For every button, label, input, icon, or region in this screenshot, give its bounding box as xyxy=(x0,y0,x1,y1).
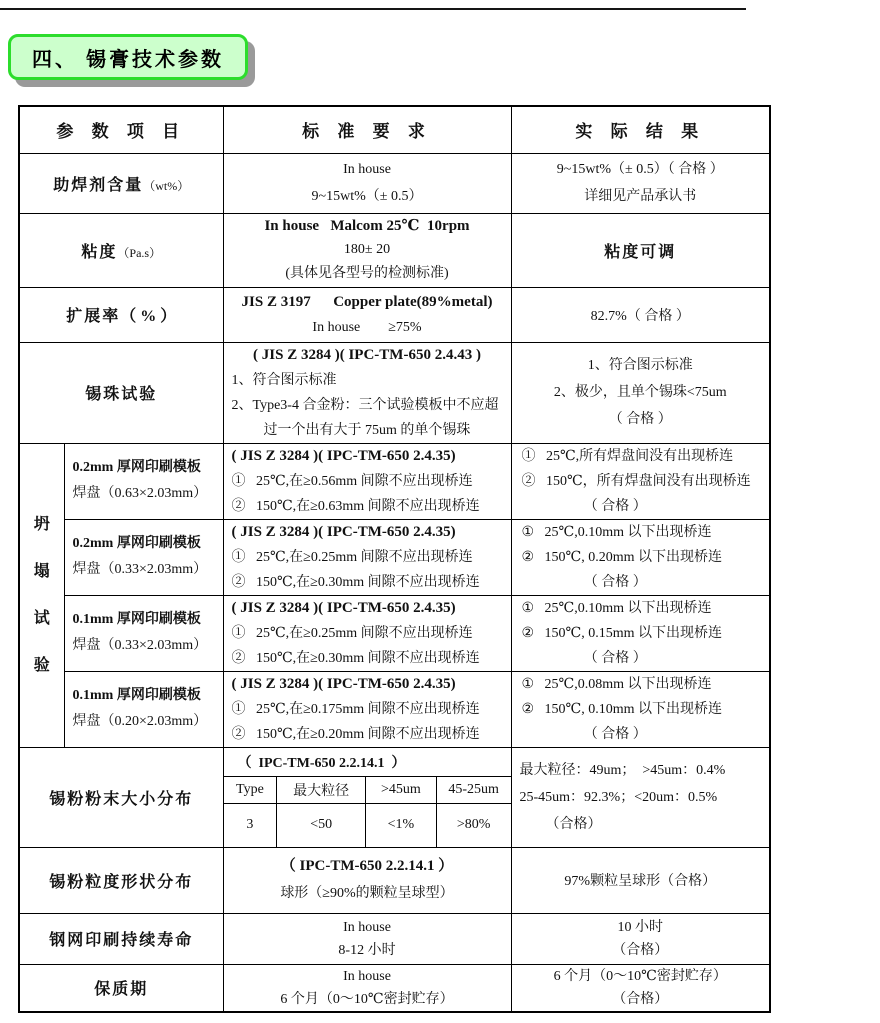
text-line: （ 合格 ） xyxy=(583,574,647,590)
particle-value: <50 xyxy=(277,804,366,847)
row-spread xyxy=(19,287,770,342)
particle-col-header: 45-25um xyxy=(437,777,511,804)
text-line: ( JIS Z 3284 )( IPC-TM-650 2.4.35) xyxy=(231,675,456,692)
shelf-life-standard-cell xyxy=(223,964,511,1012)
text-line: ① 25℃,0.08mm 以下出现桥连 xyxy=(521,676,712,692)
row-slump-4 xyxy=(19,671,770,747)
flux-label: 助焊剂含量 xyxy=(53,176,144,194)
text-line: （ 合格 ） xyxy=(583,498,647,514)
shelf-life-label: 保质期 xyxy=(94,981,149,999)
particle-size-standard-title: （ IPC-TM-650 2.2.14.1 ） xyxy=(224,748,511,777)
slump-4-standard-cell xyxy=(223,671,511,747)
text-line: 9~15wt%（± 0.5）（ 合格 ） xyxy=(556,162,724,177)
text-line: ① 25℃,在≥0.56mm 间隙不应出现桥连 xyxy=(231,473,473,489)
text-line: 详细见产品承认书 xyxy=(584,189,697,204)
text-line: 焊盘（0.20×2.03mm） xyxy=(72,714,208,729)
viscosity-standard-cell xyxy=(223,213,511,287)
row-flux xyxy=(19,153,770,213)
text-line: ① 25℃,在≥0.175mm 间隙不应出现桥连 xyxy=(231,701,480,717)
shelf-life-label-cell xyxy=(19,964,223,1012)
text-line: 最大粒径：49um； >45um：0.4% xyxy=(519,762,726,778)
col-header-param: 参 数 项 目 xyxy=(19,106,223,153)
text-line: （ 合格 ） xyxy=(608,412,672,427)
particle-value: 3 xyxy=(224,804,278,847)
text-line: 0.2mm 厚网印刷模板 xyxy=(72,460,201,475)
spread-standard-cell xyxy=(223,287,511,342)
text-line: 6 个月（0～10℃密封贮存） xyxy=(280,991,454,1007)
text-line: （合格） xyxy=(612,942,669,958)
text-line: ( JIS Z 3284 )( IPC-TM-650 2.4.43 ) xyxy=(253,346,481,363)
slump-2-result-cell xyxy=(511,519,770,595)
text-line: In house ≥75% xyxy=(312,319,422,335)
header-row xyxy=(19,106,770,153)
text-line: 180± 20 xyxy=(343,242,391,257)
viscosity-label-cell xyxy=(19,213,223,287)
text-line: ① 25℃,在≥0.25mm 间隙不应出现桥连 xyxy=(231,549,473,565)
text-line: 0.2mm 厚网印刷模板 xyxy=(72,536,201,551)
text-line: 2、极少，且单个锡珠<75um xyxy=(553,385,727,400)
powder-shape-result-cell xyxy=(511,847,770,913)
spec-table-wrapper xyxy=(18,105,771,1013)
powder-shape-standard-cell xyxy=(223,847,511,913)
slump-1-label-cell xyxy=(64,443,223,519)
slump-4-label-cell xyxy=(64,671,223,747)
powder-shape-label: 锡粉粒度形状分布 xyxy=(49,873,194,891)
solder-ball-label-cell xyxy=(19,342,223,443)
particle-value: <1% xyxy=(366,804,437,847)
text-line: 97%颗粒呈球形（合格） xyxy=(564,874,717,889)
text-line: ② 150℃, 0.20mm 以下出现桥连 xyxy=(521,549,722,565)
text-line: 1、符合图示标准 xyxy=(587,358,693,373)
text-line: (具体见各型号的检测标准) xyxy=(285,266,449,281)
spread-label: 扩展率 xyxy=(66,308,121,325)
text-line: ① 25℃,0.10mm 以下出现桥连 xyxy=(521,524,712,540)
viscosity-label: 粘度 xyxy=(81,243,118,261)
powder-size-label-cell xyxy=(19,747,223,847)
spread-result-cell xyxy=(511,287,770,342)
particle-col-header: 最大粒径 xyxy=(277,777,366,804)
text-line: ② 150℃, 0.10mm 以下出现桥连 xyxy=(521,701,722,717)
text-line: ② 150℃,在≥0.63mm 间隙不应出现桥连 xyxy=(231,498,480,514)
row-powder-size xyxy=(19,747,770,847)
text-line: 82.7%（ 合格 ） xyxy=(590,308,690,324)
powder-size-result-cell xyxy=(511,747,770,847)
text-line: 焊盘（0.33×2.03mm） xyxy=(72,638,208,653)
text-line: ① 25℃,所有焊盘间没有出现桥连 xyxy=(521,448,734,464)
text-line: （ 合格 ） xyxy=(583,650,647,666)
text-line: ② 150℃,在≥0.20mm 间隙不应出现桥连 xyxy=(231,726,480,742)
spread-unit: （ % ） xyxy=(120,308,177,325)
text-line: 0.1mm 厚网印刷模板 xyxy=(72,612,201,627)
particle-value: >80% xyxy=(456,817,491,832)
particle-size-table xyxy=(224,748,511,847)
text-line: 0.1mm 厚网印刷模板 xyxy=(72,688,201,703)
text-line: ( JIS Z 3284 )( IPC-TM-650 2.4.35) xyxy=(231,523,456,540)
row-solder-ball xyxy=(19,342,770,443)
text-line: ② 150℃, 0.15mm 以下出现桥连 xyxy=(521,625,722,641)
row-slump-2 xyxy=(19,519,770,595)
text-line: 焊盘（0.63×2.03mm） xyxy=(72,486,208,501)
text-line: 25-45um：92.3%；<20um：0.5% xyxy=(519,789,718,805)
slump-3-standard-cell xyxy=(223,595,511,671)
text-line: In house xyxy=(343,162,391,177)
text-line: In house Malcom 25℃ 10rpm xyxy=(264,218,470,234)
text-line: ( JIS Z 3284 )( IPC-TM-650 2.4.35) xyxy=(231,447,456,464)
particle-col-header: >45um xyxy=(366,777,437,804)
slump-group-label-cell xyxy=(19,443,64,747)
slump-char: 坍 xyxy=(33,516,50,533)
text-line: In house xyxy=(343,919,391,935)
flux-result-cell xyxy=(511,153,770,213)
slump-2-label-cell xyxy=(64,519,223,595)
stencil-life-standard-cell xyxy=(223,913,511,964)
row-powder-shape xyxy=(19,847,770,913)
flux-standard-cell xyxy=(223,153,511,213)
row-slump-3 xyxy=(19,595,770,671)
stencil-life-label-cell xyxy=(19,913,223,964)
text-line: （合格） xyxy=(545,816,602,832)
row-viscosity xyxy=(19,213,770,287)
viscosity-result-cell xyxy=(511,213,770,287)
viscosity-unit: （Pa.s） xyxy=(117,245,162,260)
solder-ball-standard-cell xyxy=(223,342,511,443)
slump-4-result-cell xyxy=(511,671,770,747)
slump-3-label-cell xyxy=(64,595,223,671)
flux-unit: （wt%） xyxy=(143,178,190,193)
text-line: 过一个出有大于 75um 的单个锡珠 xyxy=(263,422,471,438)
slump-1-result-cell xyxy=(511,443,770,519)
section-title-box xyxy=(8,34,248,80)
text-line: JIS Z 3197 Copper plate(89%metal) xyxy=(241,293,493,310)
row-slump-1 xyxy=(19,443,770,519)
solder-ball-label: 锡珠试验 xyxy=(85,386,158,403)
text-line: （合格） xyxy=(612,991,669,1007)
powder-shape-label-cell xyxy=(19,847,223,913)
shelf-life-result-cell xyxy=(511,964,770,1012)
text-line: ( JIS Z 3284 )( IPC-TM-650 2.4.35) xyxy=(231,599,456,616)
text-line: ② 150℃，所有焊盘间没有出现桥连 xyxy=(521,473,751,489)
slump-2-standard-cell xyxy=(223,519,511,595)
page-top-rule xyxy=(0,8,746,10)
text-line: 8-12 小时 xyxy=(338,942,396,958)
text-line: ② 150℃,在≥0.30mm 间隙不应出现桥连 xyxy=(231,650,480,666)
particle-col-header: Type xyxy=(224,777,278,804)
row-shelf-life xyxy=(19,964,770,1012)
text-line: 6 个月（0～10℃密封贮存） xyxy=(553,968,727,984)
col-header-standard: 标 准 要 求 xyxy=(223,106,511,153)
text-line: 9~15wt%（± 0.5） xyxy=(311,189,423,204)
slump-char: 验 xyxy=(33,657,50,674)
text-line: ① 25℃,0.10mm 以下出现桥连 xyxy=(521,600,712,616)
text-line: 2、Type3-4 合金粉：三个试验模板中不应超 xyxy=(231,397,499,413)
text-line: 10 小时 xyxy=(617,919,663,935)
solder-ball-result-cell xyxy=(511,342,770,443)
text-line: 焊盘（0.33×2.03mm） xyxy=(72,562,208,577)
text-line: （ 合格 ） xyxy=(583,726,647,742)
powder-size-standard-cell xyxy=(223,747,511,847)
spec-table xyxy=(18,105,771,1013)
text-line: ② 150℃,在≥0.30mm 间隙不应出现桥连 xyxy=(231,574,480,590)
stencil-life-label: 钢网印刷持续寿命 xyxy=(49,932,194,949)
slump-char: 塌 xyxy=(33,563,50,580)
text-line: ① 25℃,在≥0.25mm 间隙不应出现桥连 xyxy=(231,625,473,641)
slump-1-standard-cell xyxy=(223,443,511,519)
row-stencil-life xyxy=(19,913,770,964)
stencil-life-result-cell xyxy=(511,913,770,964)
spread-label-cell xyxy=(19,287,223,342)
text-line: 球形（≥90%的颗粒呈球型） xyxy=(280,886,454,901)
text-line: In house xyxy=(343,968,391,984)
section-title: 四、 锡膏技术参数 xyxy=(32,48,224,71)
text-line: 粘度可调 xyxy=(604,243,677,261)
slump-char: 试 xyxy=(33,610,50,627)
flux-label-cell xyxy=(19,153,223,213)
slump-3-result-cell xyxy=(511,595,770,671)
text-line: 1、符合图示标准 xyxy=(231,372,337,388)
text-line: （ IPC-TM-650 2.2.14.1 ） xyxy=(280,858,454,874)
powder-size-label: 锡粉粉末大小分布 xyxy=(49,790,194,808)
col-header-result: 实 际 结 果 xyxy=(511,106,770,153)
